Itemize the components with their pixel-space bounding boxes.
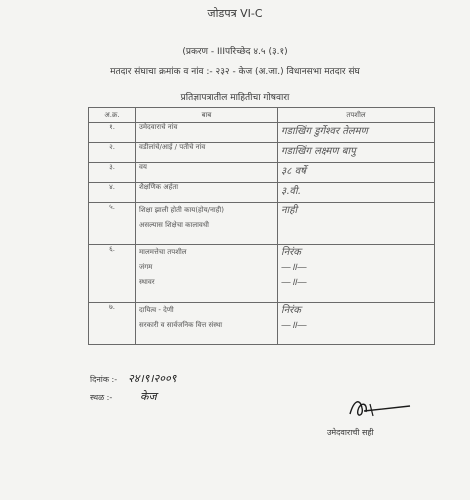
- row-serial: ४.: [89, 183, 136, 203]
- age-value: ३८ वर्षे: [278, 163, 435, 183]
- row-serial: ६.: [89, 245, 136, 303]
- date-label: दिनांक :-: [90, 375, 118, 384]
- table-row-name: [89, 123, 435, 143]
- place-value: केज: [140, 390, 157, 403]
- row-serial: ५.: [89, 203, 136, 245]
- row-serial: ७.: [89, 303, 136, 345]
- signature-label: उमेदवाराची सही: [327, 428, 374, 437]
- annex-title: जोडपत्र VI-C: [207, 7, 263, 20]
- row-serial: १.: [89, 123, 136, 143]
- immovable-assets-value: —॥—: [281, 277, 307, 288]
- table-row-age: [89, 163, 435, 183]
- row-label: उमेदवाराचे नांव: [136, 123, 278, 143]
- conviction-value-group: [278, 203, 435, 245]
- row-label: वडीलांचे/आई / पतीचे नांव: [136, 143, 278, 163]
- chapter-reference: (प्रकरण - IIIपरिच्छेद ४.५ (३.१): [182, 47, 288, 57]
- assets-value: निरंक: [281, 247, 301, 258]
- conviction-value: नाही: [281, 205, 298, 216]
- table-row-father-name: [89, 143, 435, 163]
- row-label: शिक्षा झाली होती काय(होय/नाही): [139, 206, 224, 214]
- row-label: असल्यास शिक्षेचा कालावधी: [139, 221, 209, 229]
- affidavit-table: [88, 107, 435, 345]
- row-label: शैक्षणिक अर्हता: [136, 183, 278, 203]
- header-details: तपशील: [278, 108, 435, 123]
- table-row-assets: [89, 245, 435, 303]
- candidate-name-value: गडाखिंग डुर्गेश्वर तेलमण: [278, 123, 435, 143]
- row-label: जंगम: [139, 263, 153, 271]
- education-value: ३.वी.: [278, 183, 435, 203]
- public-institution-dues-value: —॥—: [281, 320, 307, 331]
- row-serial: ३.: [89, 163, 136, 183]
- liabilities-value: निरंक: [281, 305, 301, 316]
- date-value: २४।९।२००९: [128, 372, 177, 385]
- movable-assets-value: —॥—: [281, 262, 307, 273]
- constituency-line: मतदार संघाचा क्रमांक व नांव :- २३२ - केज (अ.जा.) विधानसभा मतदार संघ: [110, 67, 360, 77]
- row-serial: २.: [89, 143, 136, 163]
- row-label-group: [136, 203, 278, 245]
- table-header-row: [89, 108, 435, 123]
- row-label: सरकारी व सार्वजनिक वित्त संस्था: [139, 321, 223, 329]
- row-label: दायित्व - देणी: [139, 306, 174, 314]
- conviction-period-value: [281, 218, 431, 233]
- header-item: बाब: [136, 108, 278, 123]
- table-row-conviction: [89, 203, 435, 245]
- candidate-signature-mark: [340, 394, 420, 424]
- row-label: वय: [136, 163, 278, 183]
- form-subtitle: प्रतिज्ञापत्रातील माहितीचा गोषवारा: [180, 93, 290, 103]
- header-serial: अ.क्र.: [89, 108, 136, 123]
- table-row-liabilities: [89, 303, 435, 345]
- father-name-value: गडाखिंग लक्ष्मण बापु: [278, 143, 435, 163]
- table-row-education: [89, 183, 435, 203]
- row-label: मालमत्तेचा तपशील: [139, 248, 187, 256]
- row-label: स्थावर: [139, 278, 155, 286]
- row-label-group: [136, 303, 278, 345]
- assets-value-group: [278, 245, 435, 303]
- liabilities-value-group: [278, 303, 435, 345]
- row-label-group: [136, 245, 278, 303]
- place-label: स्थळ :-: [90, 393, 113, 402]
